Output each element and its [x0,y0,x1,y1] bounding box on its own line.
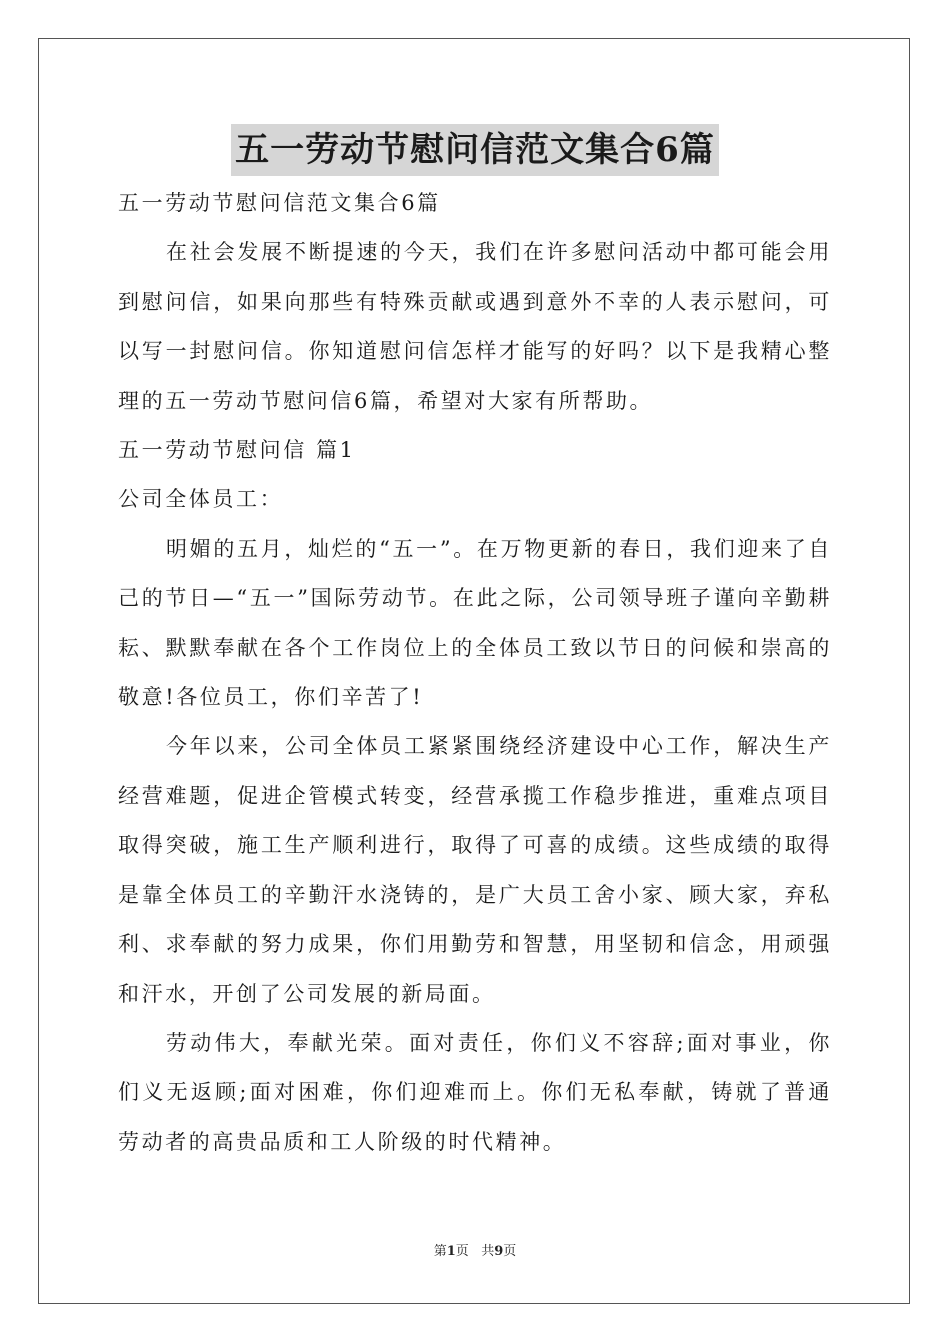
section-heading: 五一劳动节慰问信 篇1 [118,438,356,463]
page-current: 1 [446,1244,456,1259]
page-suffix: 页 [455,1244,469,1259]
intro-paragraph: 在社会发展不断提速的今天，我们在许多慰问活动中都可能会用到慰问信，如果向那些有特殊贡献或遇到意外不幸的人表示慰问，可以写一封慰问信。你知道慰问信怎样才能写的好吗？以下是我精心整理的五一劳动节慰问信6篇，希望对大家有所帮助。 [118,240,832,413]
total-suffix: 页 [503,1244,517,1259]
salutation: 公司全体员工： [118,487,284,512]
subtitle-line: 五一劳动节慰问信范文集合6篇 [118,191,441,215]
document-title: 五一劳动节慰问信范文集合6篇 [231,124,719,176]
body-paragraph-2: 今年以来，公司全体员工紧紧围绕经济建设中心工作，解决生产经营难题，促进企管模式转变，经营承揽工作稳步推进，重难点项目取得突破，施工生产顺利进行，取得了可喜的成绩。这些成绩的取得是靠全体员工的辛勤汗水浇铸的，是广大员工舍小家、顾大家，弃私利、求奉献的努力成果，你们用勤劳和智慧，用坚韧和信念，用顽强和汗水，开创了公司发展的新局面。 [118,734,832,1006]
page-prefix: 第 [433,1244,447,1259]
title-container [0,124,950,176]
page-total: 9 [494,1244,504,1259]
body-paragraph-3: 劳动伟大，奉献光荣。面对责任，你们义不容辞;面对事业，你们义无返顾;面对困难，你们迎难而上。你们无私奉献，铸就了普通劳动者的高贵品质和工人阶级的时代精神。 [118,1030,832,1154]
total-prefix: 共 [481,1244,495,1259]
body-paragraph-1: 明媚的五月，灿烂的“五一”。在万物更新的春日，我们迎来了自己的节日—“五一”国际劳动节。在此之际，公司领导班子谨向辛勤耕耘、默默奉献在各个工作岗位上的全体员工致以节日的问候和崇高的敬意!各位员工，你们辛苦了! [118,536,832,710]
page-footer [0,1240,950,1259]
document-body [118,179,832,1167]
